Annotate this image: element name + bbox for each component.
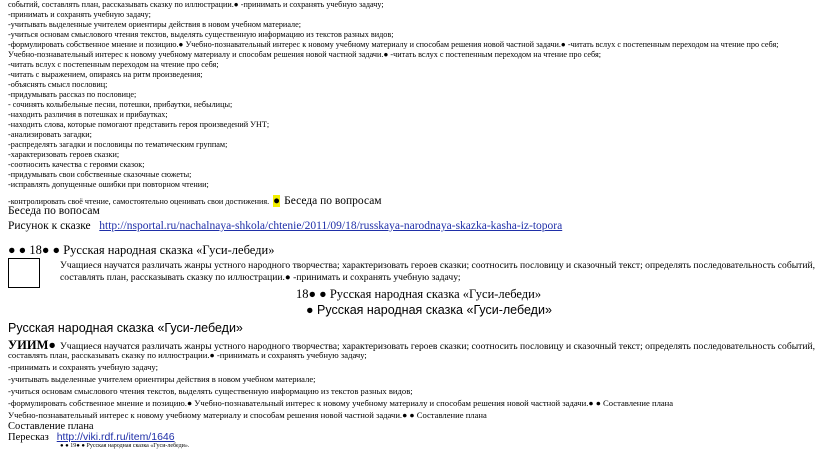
- text-line: -исправлять допущенные ошибки при повторном чтении;: [8, 180, 209, 189]
- lesson-title: Русская народная сказка «Гуси-лебеди»: [63, 243, 275, 257]
- text-line: -находить слова, которые помогают представить героя произведений УНТ;: [8, 120, 270, 129]
- risunok-row: [8, 220, 562, 233]
- pereskaz-label: Пересказ: [8, 432, 49, 443]
- text-line: -контролировать своё чтение, самостоятельно оценивать свои достижения.: [8, 197, 270, 206]
- uuim-label: УИИМ●: [8, 338, 56, 352]
- text-line: -формулировать собственное мнение и позицию.● Учебно-познавательный интерес к новому учебному материалу и способам решения новой частной задачи.● ● Составление плана: [8, 398, 674, 408]
- section-title: Русская народная сказка «Гуси-лебеди»: [8, 321, 243, 335]
- text-line: -учитывать выделенные учителем ориентиры действия в новом учебном материале;: [8, 374, 316, 384]
- text-line: Учебно-познавательный интерес к новому учебному материалу и способам решения новой частной задачи.● -читать вслух с постепенным переходом на чтение про себя;: [8, 50, 602, 59]
- lesson-number: ● ● 18● ●: [8, 243, 61, 257]
- text-line: Учебно-познавательный интерес к новому учебному материалу и способам решения новой частной задачи.● ● Составление плана: [8, 410, 487, 420]
- text-line: составлять план, рассказывать сказку по иллюстрации.● -принимать и сохранять учебную задачу;: [8, 350, 367, 360]
- text-line: -находить различия в потешках и прибаутках;: [8, 110, 168, 119]
- sostavlenie-text: Составление плана: [8, 421, 94, 432]
- text-line: -придумывать свои собственные сказочные сюжеты;: [8, 170, 192, 179]
- text-line: -анализировать загадки;: [8, 130, 92, 139]
- text-line: -читать вслух с постепенным переходом на чтение про себя;: [8, 60, 219, 69]
- text-line: -формулировать собственное мнение и позицию.● Учебно-познавательный интерес к новому учебному материалу и способам решения новой частной задачи.● -читать вслух с постепенным переходом на чтение про себя;: [8, 40, 779, 49]
- text-line: событий, составлять план, рассказывать сказку по иллюстрации.● -принимать и сохранять учебную задачу;: [8, 0, 384, 9]
- text-line: -учитывать выделенные учителем ориентиры действия в новом учебном материале;: [8, 20, 302, 29]
- bullet-highlight: ●: [273, 195, 281, 207]
- pereskaz-link[interactable]: http://viki.rdf.ru/item/1646: [56, 431, 175, 443]
- risunok-label: Рисунок к сказке: [8, 220, 91, 232]
- text-line: -принимать и сохранять учебную задачу;: [8, 362, 158, 372]
- text-line: -придумывать рассказ по пословице;: [8, 90, 137, 99]
- lesson-19-heading: ● ● 19● ● Русская народная сказка «Гуси-лебеди».: [60, 443, 190, 449]
- beseda-inline: Беседа по вопросам: [284, 195, 382, 207]
- text-line: -распределять загадки и пословицы по тематическим группам;: [8, 140, 228, 149]
- risunok-link[interactable]: http://nsportal.ru/nachalnaya-shkola/chtenie/2011/09/18/russkaya-narodnaya-skazka-kasha-iz-topora: [99, 220, 563, 232]
- center-heading: 18● ● Русская народная сказка «Гуси-лебеди»: [296, 287, 542, 301]
- text-line: -читать с выражением, опираясь на ритм произведения;: [8, 70, 203, 79]
- uuim-text: Учащиеся научатся различать жанры устного народного творчества; характеризовать героев сказки; соотносить пословицу и сказочный текст; определять последовательность событий,: [59, 341, 816, 352]
- lesson-18-heading: [8, 243, 274, 257]
- text-line: -объяснять смысл пословиц;: [8, 80, 108, 89]
- text-line: - сочинять колыбельные песни, потешки, прибаутки, небылицы;: [8, 100, 233, 109]
- center-heading: ● Русская народная сказка «Гуси-лебеди»: [306, 303, 552, 317]
- text-line: -учиться основам смыслового чтения текстов, выделять существенную информацию из текстов разных видов;: [8, 30, 394, 39]
- beseda-heading: Беседа по вопосам: [8, 205, 100, 217]
- pereskaz-row: [8, 432, 175, 443]
- desc-line: составлять план, рассказывать сказку по иллюстрации.● -принимать и сохранять учебную задачу;: [60, 272, 461, 283]
- text-line: -учиться основам смыслового чтения текстов, выделять существенную информацию из текстов разных видов;: [8, 386, 413, 396]
- text-line: -соотносить качества с героями сказок;: [8, 160, 145, 169]
- desc-line: Учащиеся научатся различать жанры устного народного творчества; характеризовать героев сказки; соотносить пословицу и сказочный текст; определять последовательность событий,: [60, 260, 816, 271]
- image-placeholder: [8, 258, 40, 288]
- text-line: -характеризовать героев сказки;: [8, 150, 120, 159]
- text-line: -принимать и сохранять учебную задачу;: [8, 10, 151, 19]
